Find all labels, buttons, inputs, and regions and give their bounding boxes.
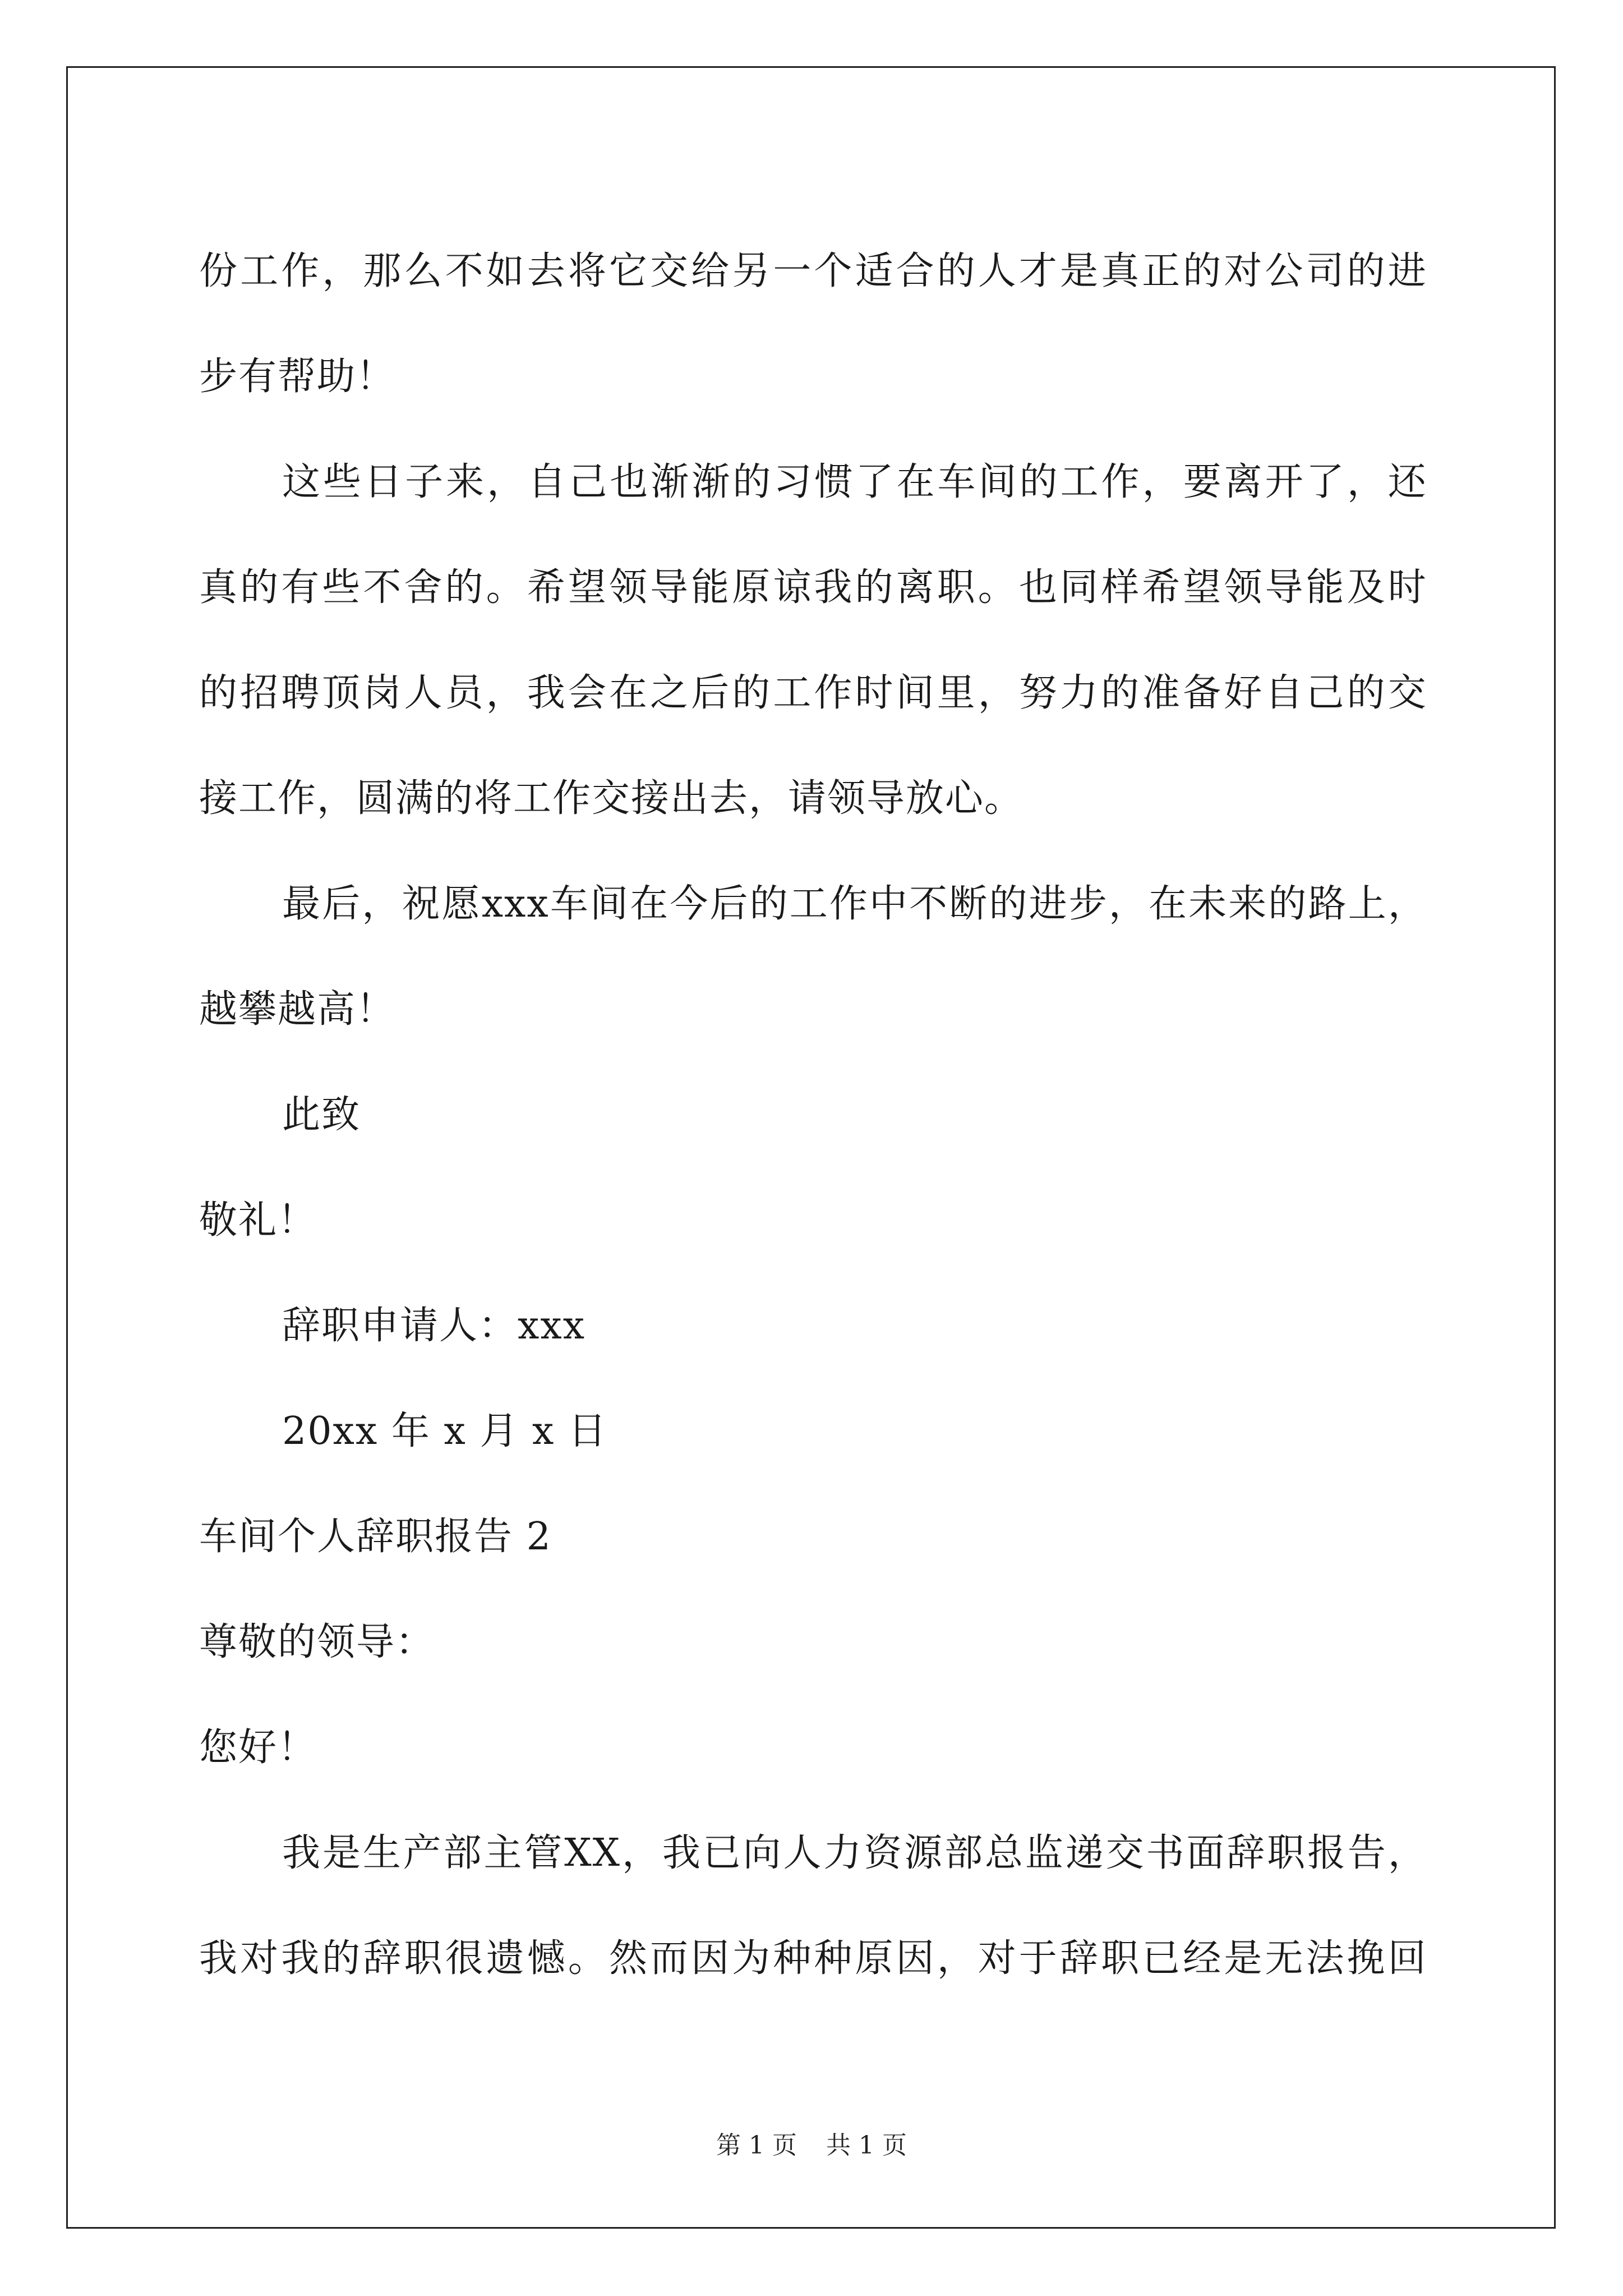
text-line-17: 我 对 我 的 辞 职 很 遗 憾 。 然 而 因 为 种 种 原 因 ， 对 于 辞 职 已 经 是 无 法 挽 回 (199, 1936, 1427, 1981)
text-line-1: 份 工 作 ， 那 么 不 如 去 将 它 交 给 另 一 个 适 合 的 人 才 是 真 正 的 对 公 司 的 进 (199, 249, 1427, 293)
text-line-5: 的 招 聘 顶 岗 人 员 ， 我 会 在 之 后 的 工 作 时 间 里 ， 努 力 的 准 备 好 自 己 的 交 (199, 671, 1427, 715)
greeting-recipient: 尊敬的领导： (199, 1620, 435, 1664)
greeting-hello: 您好！ (199, 1726, 317, 1770)
salutation-jingli: 敬礼！ (199, 1198, 317, 1243)
text-line-2: 步有帮助！ (199, 355, 396, 399)
section-title: 车间个人辞职报告 2 (199, 1515, 552, 1559)
document-body (199, 219, 1427, 2012)
page-number-total: 共 1 页 (826, 2131, 907, 2160)
text-line-6: 接工作，圆满的将工作交接出去，请领导放心。 (199, 776, 1024, 821)
paragraph-line-16: 我 是 生 产 部 主 管 XX ， 我 已 向 人 力 资 源 部 总 监 递 交 书 面 辞 职 报 告 ， (282, 1831, 1427, 1875)
page-footer (0, 2129, 1623, 2162)
text-line-8: 越攀越高！ (199, 987, 396, 1032)
text-line-4: 真 的 有 些 不 舍 的 。 希 望 领 导 能 原 谅 我 的 离 职 。 也 同 样 希 望 领 导 能 及 时 (199, 565, 1427, 610)
paragraph-line-3: 这 些 日 子 来 ， 自 己 也 渐 渐 的 习 惯 了 在 车 间 的 工 作 ， 要 离 开 了 ， 还 (282, 460, 1427, 504)
letter-date: 20xx 年 x 月 x 日 (282, 1409, 608, 1453)
applicant-signature: 辞职申请人：xxx (282, 1304, 586, 1348)
page-number-current: 第 1 页 (716, 2131, 797, 2160)
salutation-cizhi: 此致 (282, 1093, 361, 1137)
paragraph-line-7: 最 后 ， 祝 愿 xxx 车 间 在 今 后 的 工 作 中 不 断 的 进 步 ， 在 未 来 的 路 上 ， (282, 882, 1427, 926)
